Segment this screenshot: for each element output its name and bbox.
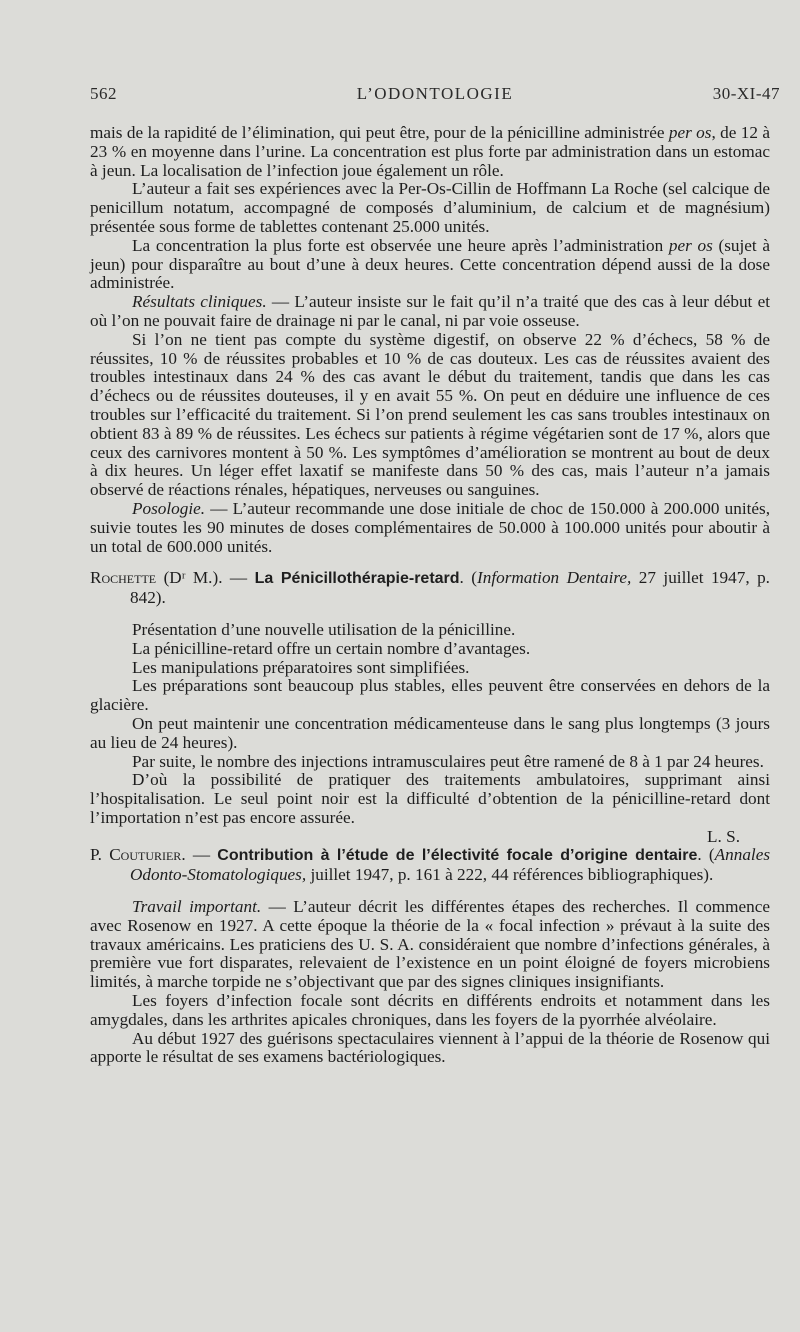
paragraph: La pénicilline-retard offre un certain nombre d’avantages. [132, 638, 531, 658]
paragraph: D’où la possibilité de pratiquer des traitements ambulatoires, supprimant ainsi l’hospitalisation. Le seul point noir est la difficulté d’obtention de la pénicilline-retard dont l’importation n’est pas encore assurée. [90, 770, 770, 827]
paragraph: L’auteur a fait ses expériences avec la Per-Os-Cillin de Hoffmann La Roche (sel calcique de penicillum notatum, accompagné de composés d’aluminium, de calcium et de magnésium) présentée sous forme de tablettes contenant 25.000 unités. [90, 179, 770, 236]
section-heading: Posologie. [132, 498, 206, 518]
article-body [90, 124, 770, 1067]
bibliographic-reference: P. Couturier. — Contribution à l’étude de l’électivité focale d’origine dentaire. (Annales Odonto-Stomatologiques, juillet 1947, p. 161 à 222, 44 références bibliographiques). [90, 845, 771, 885]
paragraph: Au début 1927 des guérisons spectaculaires viennent à l’appui de la théorie de Rosenow qui apporte le résultat de ses examens bactériologiques. [90, 1028, 770, 1067]
reference-source: Information Dentaire, [477, 568, 632, 588]
reference-title: Contribution à l’étude de l’électivité focale d’origine dentaire [217, 847, 698, 865]
paragraph: Résultats cliniques. — L’auteur insiste sur le fait qu’il n’a traité que des cas à leur début et où l’on ne pouvait faire de drainage ni par le canal, ni par voie osseuse. [90, 292, 770, 330]
page-number: 562 [90, 84, 117, 103]
journal-title: L’ODONTOLOGIE [356, 84, 514, 103]
paragraph: Les manipulations préparatoires sont simplifiées. [132, 657, 470, 677]
paragraph: Les foyers d’infection focale sont décrits en différents endroits et notamment dans les amygdales, dans les arthrites apicales chroniques, dans les foyers de la pyorrhée alvéolaire. [90, 991, 770, 1029]
paragraph: Si l’on ne tient pas compte du système digestif, on observe 22 % d’échecs, 58 % de réussites, 10 % de réussites probables et 10 % de cas douteux. Les cas de réussites avaient des troubles intestinaux dans 24 % des cas avant le début du traitement, tandis que dans les cas d’échecs ou de réussites douteuses, il y en avait 55 %. On peut en déduire une influence de ces troubles sur l’efficacité du traitement. Si l’on prend seulement les cas sans troubles intestinaux on obtient 83 à 89 % de réussites. Les échecs sur patients à régime végétarien sont de 17 %, alors que ceux des carnivores montent à 50 %. Les symptômes d’amélioration se montrent au bout de deux à dix heures. Un léger effet laxatif se manifeste dans 50 % des cas, mais l’auteur n’a jamais observé de réactions rénales, hépatiques, nerveuses ou sanguines. [90, 329, 770, 500]
paragraph: Travail important. — L’auteur décrit les différentes étapes des recherches. Il commence avec Rosenow en 1927. A cette époque la théorie de la « focal infection » prévaut à la suite des travaux américains. Les praticiens des U. S. A. considéraient que nombre d’infections générales, à première vue fort disparates, relevaient de l’existence en un point éloigné de foyers microbiens limités, à marche torpide ne s’objectivant que par des signes cliniques insignifiants. [90, 897, 770, 992]
reference-source: Annales Odonto-Stomatologiques, [130, 845, 771, 885]
paragraph: Par suite, le nombre des injections intramusculaires peut être ramené de 8 à 1 par 24 heures. [132, 751, 764, 771]
paragraph: Présentation d’une nouvelle utilisation de la pénicilline. [132, 619, 516, 639]
section-heading: Travail important. [132, 897, 262, 917]
reference-author: Rochette [90, 568, 157, 588]
paragraph: Posologie. — L’auteur recommande une dose initiale de choc de 150.000 à 200.000 unités, suivie toutes les 90 minutes de doses complémentaires de 50.000 à 100.000 unités pour aboutir à un total de 600.000 unités. [90, 498, 770, 556]
paragraph: Les préparations sont beaucoup plus stables, elles peuvent être conservées en dehors de la glacière. [90, 676, 770, 715]
paragraph: La concentration la plus forte est observée une heure après l’administration per os (sujet à jeun) pour disparaître au bout d’une à deux heures. Cette concentration dépend aussi de la dose administrée. [90, 235, 770, 293]
bibliographic-reference: Rochette (Dʳ M.). — La Pénicillothérapie-retard. (Information Dentaire, 27 juillet 1947, p. 842). [90, 568, 770, 608]
reference-title: La Pénicillothérapie-retard [254, 570, 460, 588]
section-heading: Résultats cliniques. [132, 292, 267, 312]
page-header [90, 84, 780, 108]
issue-date: 30-XI-47 [712, 84, 780, 103]
paragraph: mais de la rapidité de l’élimination, qui peut être, pour de la pénicilline administrée per os, de 12 à 23 % en moyenne dans l’urine. La concentration est plus forte par administration dans un estomac à jeun. La localisation de l’infection joue également un rôle. [90, 123, 770, 180]
reference-author: Couturier [109, 845, 182, 865]
reviewer-signature: L. S. [707, 826, 740, 846]
paragraph: On peut maintenir une concentration médicamenteuse dans le sang plus longtemps (3 jours au lieu de 24 heures). [90, 713, 770, 752]
